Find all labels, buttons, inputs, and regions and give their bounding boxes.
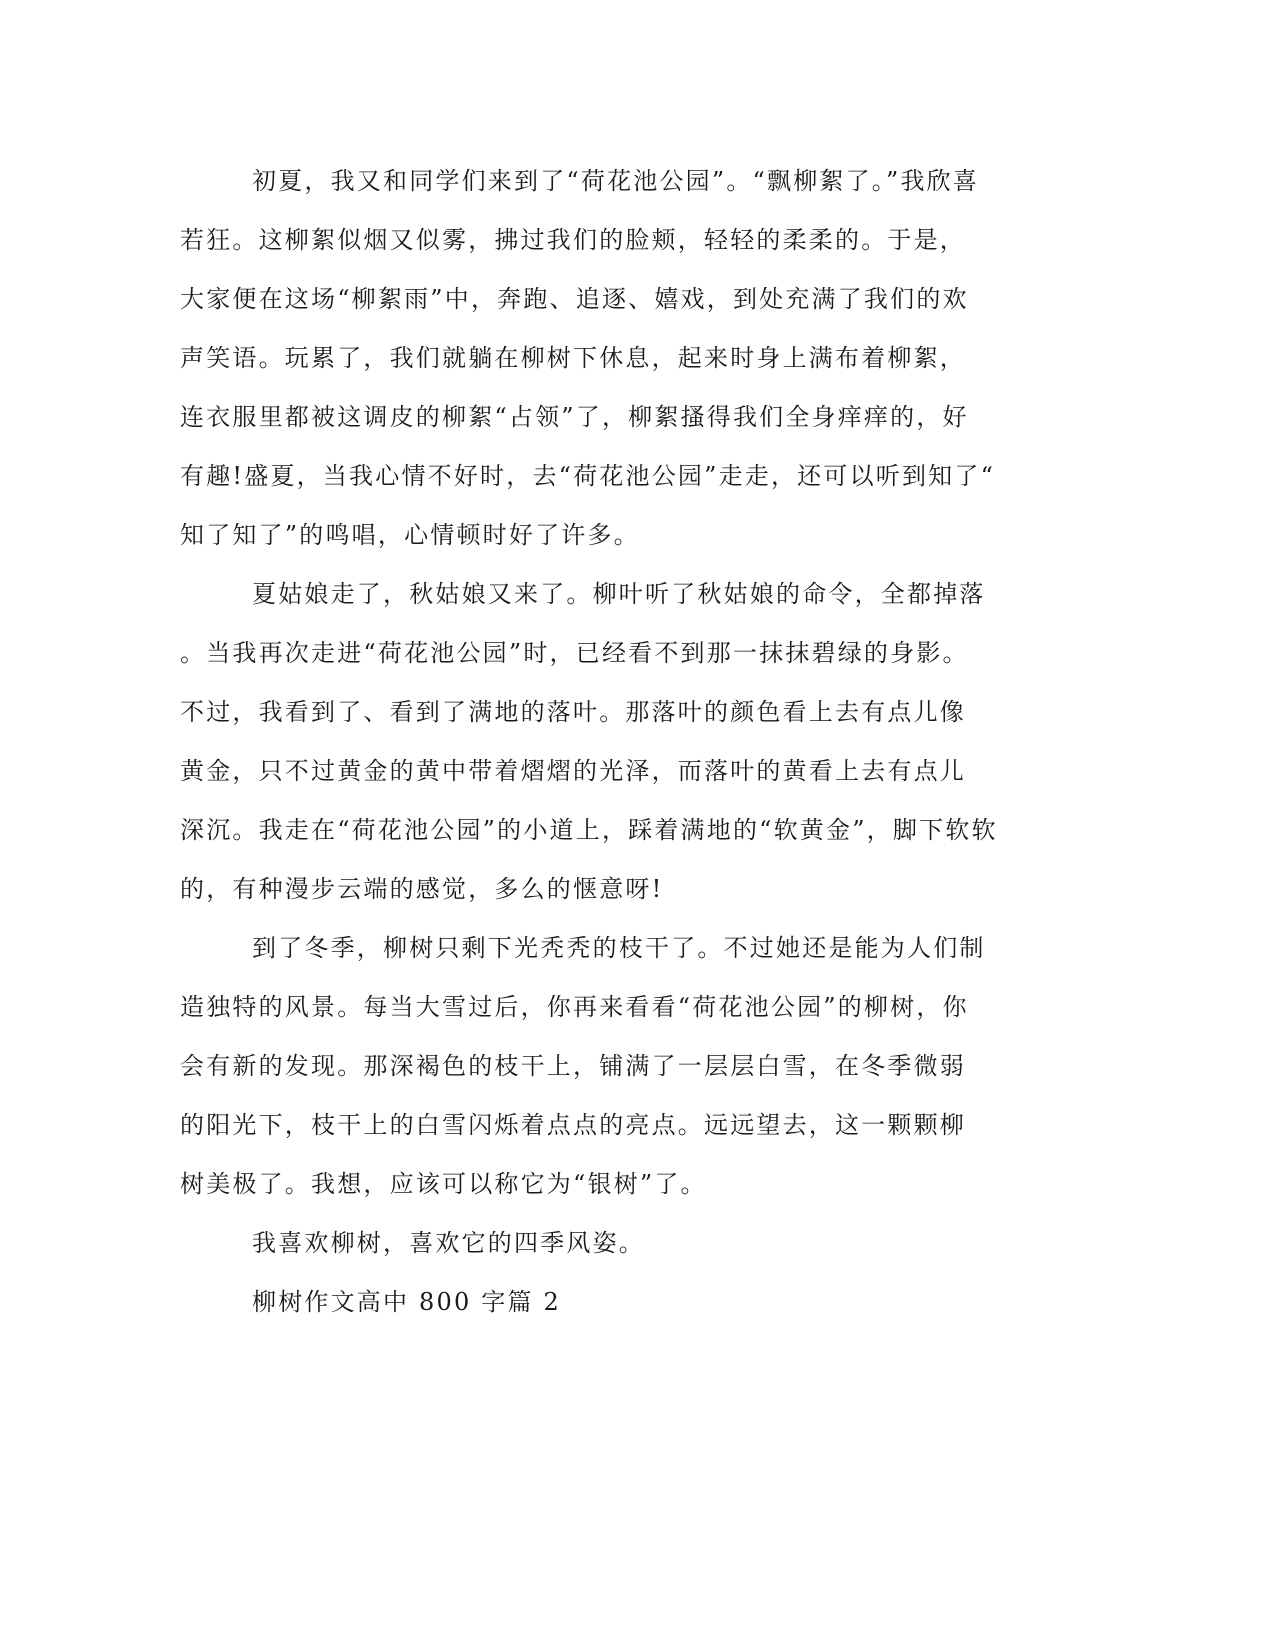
text-line: 到了冬季，柳树只剩下光秃秃的枝干了。不过她还是能为人们制: [252, 934, 986, 962]
text-line: 知了知了”的鸣唱，心情顿时好了许多。: [180, 521, 640, 549]
paragraph-4: [180, 1214, 1040, 1273]
text-line: 的阳光下，枝干上的白雪闪烁着点点的亮点。远远望去，这一颗颗柳: [180, 1111, 966, 1139]
text-line: 声笑语。玩累了，我们就躺在柳树下休息，起来时身上满布着柳絮，: [180, 344, 966, 372]
text-line: 夏姑娘走了，秋姑娘又来了。柳叶听了秋姑娘的命令，全都掉落: [252, 580, 986, 608]
text-line: 的，有种漫步云端的感觉，多么的惬意呀!: [180, 875, 664, 903]
paragraph-3: [180, 919, 1040, 1214]
text-line: 黄金，只不过黄金的黄中带着熠熠的光泽，而落叶的黄看上去有点儿: [180, 757, 966, 785]
body-text: [180, 152, 1040, 1332]
text-line: 造独特的风景。每当大雪过后，你再来看看“荷花池公园”的柳树，你: [180, 993, 969, 1021]
paragraph-1: [180, 152, 1040, 565]
text-line: 连衣服里都被这调皮的柳絮“占领”了，柳絮搔得我们全身痒痒的，好: [180, 403, 969, 431]
paragraph-2: [180, 565, 1040, 919]
text-line: 大家便在这场“柳絮雨”中，奔跑、追逐、嬉戏，到处充满了我们的欢: [180, 285, 969, 313]
text-line: 会有新的发现。那深褐色的枝干上，铺满了一层层白雪，在冬季微弱: [180, 1052, 966, 1080]
text-line: 有趣!盛夏，当我心情不好时，去“荷花池公园”走走，还可以听到知了“: [180, 462, 996, 490]
section-heading: [180, 1273, 1040, 1332]
text-line: 不过，我看到了、看到了满地的落叶。那落叶的颜色看上去有点儿像: [180, 698, 966, 726]
text-line: 若狂。这柳絮似烟又似雾，拂过我们的脸颊，轻轻的柔柔的。于是，: [180, 226, 966, 254]
text-line: 初夏，我又和同学们来到了“荷花池公园”。“飘柳絮了。”我欣喜: [252, 167, 980, 195]
text-line: 树美极了。我想，应该可以称它为“银树”了。: [180, 1170, 707, 1198]
text-line: 。当我再次走进“荷花池公园”时，已经看不到那一抹抹碧绿的身影。: [180, 639, 969, 667]
text-line: 我喜欢柳树，喜欢它的四季风姿。: [252, 1229, 645, 1257]
section-title: 柳树作文高中 800 字篇 2: [252, 1288, 561, 1316]
text-line: 深沉。我走在“荷花池公园”的小道上，踩着满地的“软黄金”，脚下软软: [180, 816, 998, 844]
